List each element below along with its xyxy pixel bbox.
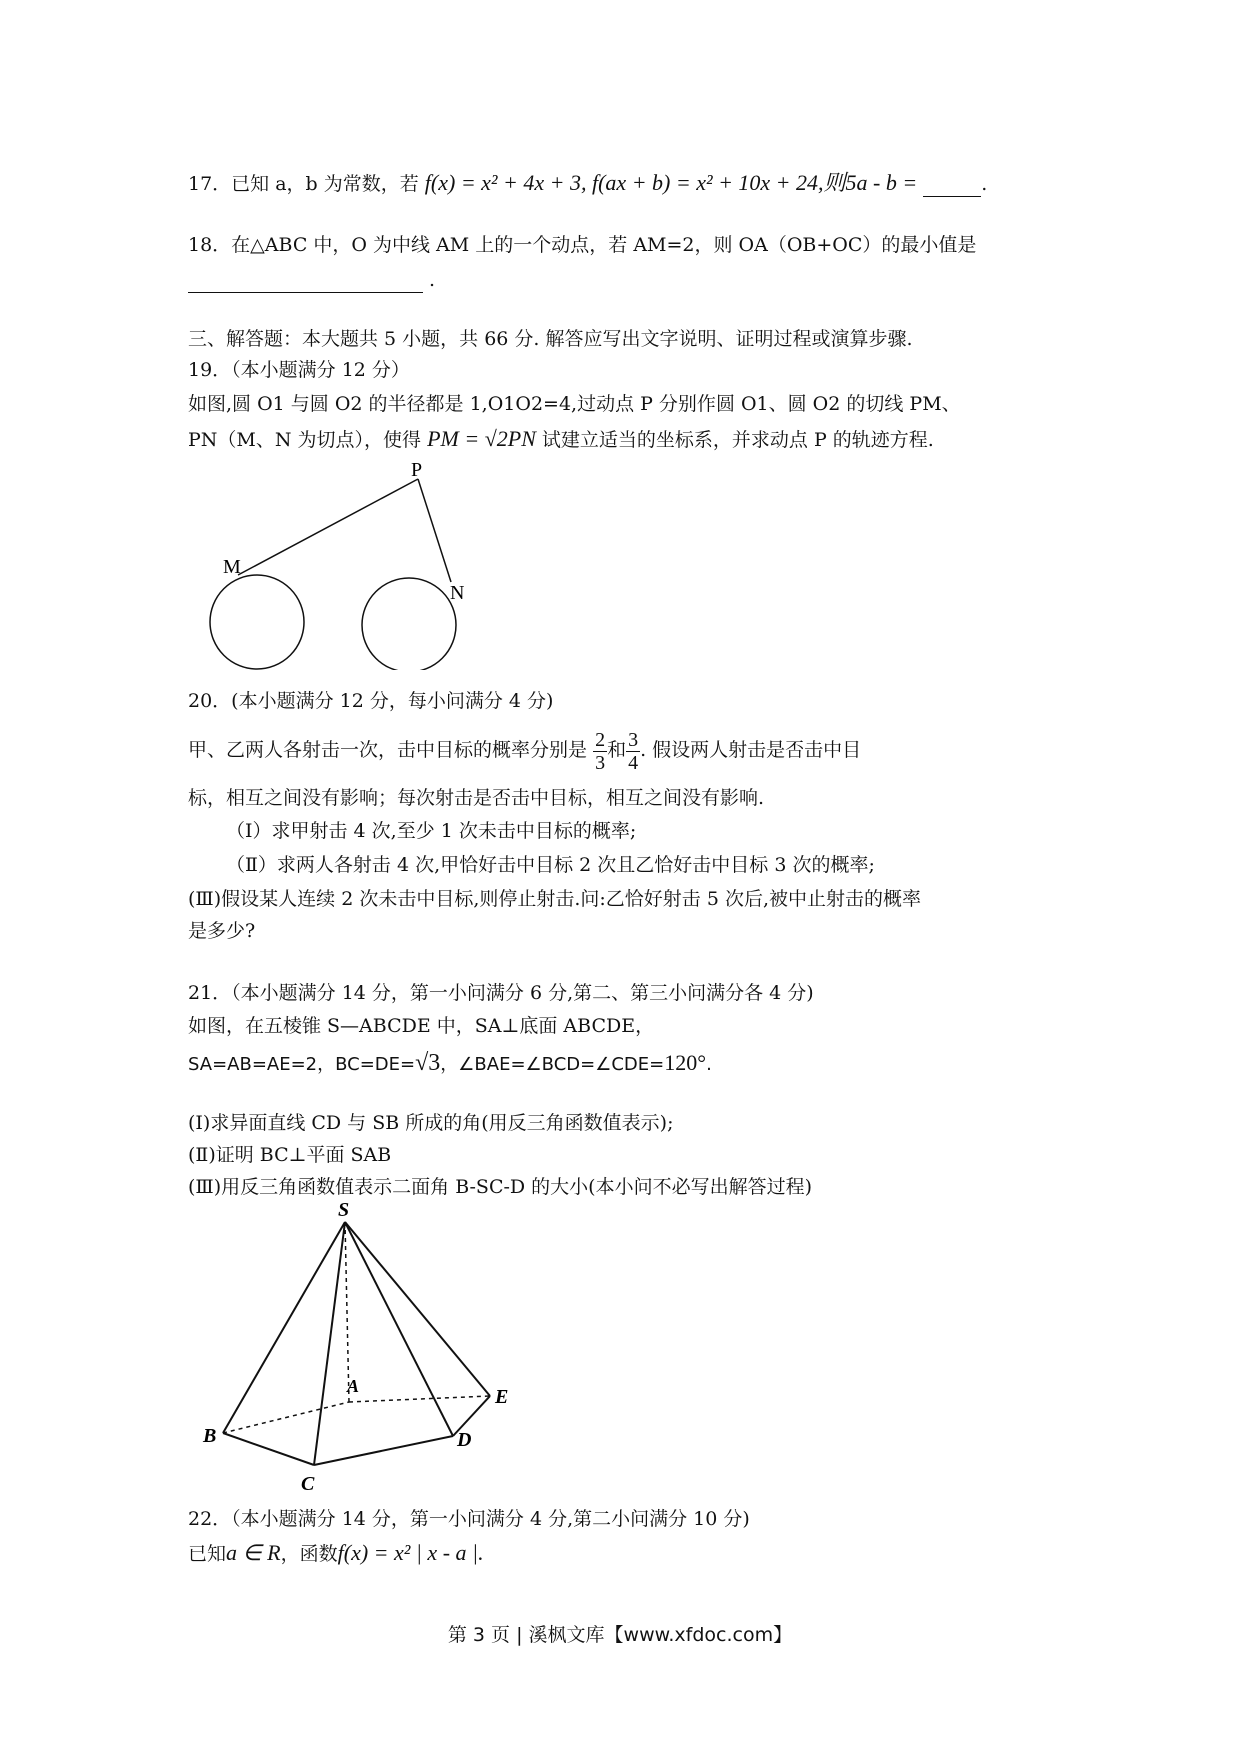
q17-formula: f(x) = x² + 4x + 3, f(ax + b) = x² + 10x + 24,则5a - b = (424, 170, 918, 195)
q20-frac2-num: 3 (628, 728, 639, 751)
q21-line1: 如图，在五棱锥 S—ABCDE 中，SA⊥底面 ABCDE， (188, 1015, 655, 1037)
q20-and: 和 (607, 739, 627, 761)
q22-line1-a: 已知 (188, 1543, 227, 1565)
q22-line1 (188, 1540, 484, 1567)
q17-line (188, 170, 987, 197)
q22-math-2: f(x) = x² | x - a |. (337, 1540, 484, 1565)
q21-line2 (188, 1050, 712, 1078)
q19-formula: PM = √2PN (427, 426, 536, 451)
q21-angle: 120° (664, 1050, 707, 1075)
page-footer: 第 3 页 | 溪枫文库【www.xfdoc.com】 (447, 1624, 793, 1646)
q22-line1-b: ，函数 (280, 1543, 338, 1565)
q19-label-p: P (411, 459, 423, 481)
q21-label-s: S (338, 1200, 350, 1221)
q21-label-a: A (347, 1376, 360, 1396)
q21-label-d: D (457, 1429, 472, 1451)
q20-item-3: (Ⅲ)假设某人连续 2 次未击中目标,则停止射击.问:乙恰好射击 5 次后,被中止射击的概率 (188, 888, 922, 910)
q19-label-n: N (450, 582, 465, 604)
q20-line2: 标，相互之间没有影响；每次射击是否击中目标，相互之间没有影响. (188, 787, 765, 809)
q20-header: 20．(本小题满分 12 分，每小问满分 4 分) (188, 690, 554, 712)
q20-frac1-den: 3 (595, 751, 606, 774)
section-3-heading: 三、解答题：本大题共 5 小题，共 66 分. 解答应写出文字说明、证明过程或演算步骤. (188, 328, 913, 350)
q20-fraction-1 (593, 729, 607, 774)
q20-item-3b: 是多少? (188, 920, 256, 942)
q20-line1-a: 甲、乙两人各射击一次，击中目标的概率分别是 (188, 739, 588, 761)
q19-line1: 如图,圆 O1 与圆 O2 的半径都是 1,O1O2=4,过动点 P 分别作圆 O1、圆 O2 的切线 PM、 (188, 393, 961, 415)
q19-figure (190, 450, 490, 670)
q20-line1-b: . 假设两人射击是否击中目 (640, 739, 862, 761)
q18-answer-blank (188, 266, 423, 293)
q18-suffix: . (429, 269, 436, 291)
q21-label-b: B (203, 1425, 217, 1447)
q19-header: 19．（本小题满分 12 分） (188, 359, 410, 381)
q21-item-2: (Ⅱ)证明 BC⊥平面 SAB (188, 1144, 392, 1166)
q21-header: 21．（本小题满分 14 分，第一小问满分 6 分,第二、第三小问满分各 4 分) (188, 982, 814, 1004)
q21-label-e: E (495, 1386, 509, 1408)
q21-line2-b: ，∠BAE=∠BCD=∠CDE= (440, 1054, 665, 1075)
q19-line2-b: 试建立适当的坐标系，并求动点 P 的轨迹方程. (541, 429, 934, 451)
q21-figure (195, 1200, 525, 1500)
q18-blank-line (188, 266, 435, 293)
q20-line1 (188, 722, 861, 778)
q20-fraction-2 (626, 729, 640, 774)
q19-line2 (188, 426, 934, 453)
q20-item-2: （Ⅱ）求两人各射击 4 次,甲恰好击中目标 2 次且乙恰好击中目标 3 次的概率; (226, 854, 875, 876)
q20-frac1-num: 2 (595, 728, 606, 751)
q20-item-1: （Ⅰ）求甲射击 4 次,至少 1 次未击中目标的概率; (226, 820, 637, 842)
q21-item-1: (Ⅰ)求异面直线 CD 与 SB 所成的角(用反三角函数值表示); (188, 1112, 674, 1134)
q21-label-c: C (301, 1473, 315, 1495)
q22-header: 22．（本小题满分 14 分，第一小问满分 4 分,第二小问满分 10 分) (188, 1508, 750, 1530)
q17-suffix: . (981, 173, 988, 195)
q22-math-1: a ∈ R (226, 1540, 281, 1565)
q21-sqrt3: √3 (415, 1050, 441, 1076)
q21-line2-a: SA=AB=AE=2，BC=DE= (188, 1054, 416, 1075)
q20-frac2-den: 4 (628, 751, 639, 774)
q19-label-m: M (223, 556, 241, 578)
q19-line2-a: PN（M、N 为切点），使得 (188, 429, 422, 451)
q17-prefix: 17．已知 a，b 为常数，若 (188, 173, 419, 195)
q21-line2-c: . (706, 1054, 712, 1075)
q21-item-3: (Ⅲ)用反三角函数值表示二面角 B-SC-D 的大小(本小问不必写出解答过程) (188, 1176, 812, 1198)
q17-answer-blank (923, 170, 981, 197)
q18-text: 18．在△ABC 中，O 为中线 AM 上的一个动点，若 AM=2，则 OA（OB+OC）的最小值是 (188, 234, 977, 256)
